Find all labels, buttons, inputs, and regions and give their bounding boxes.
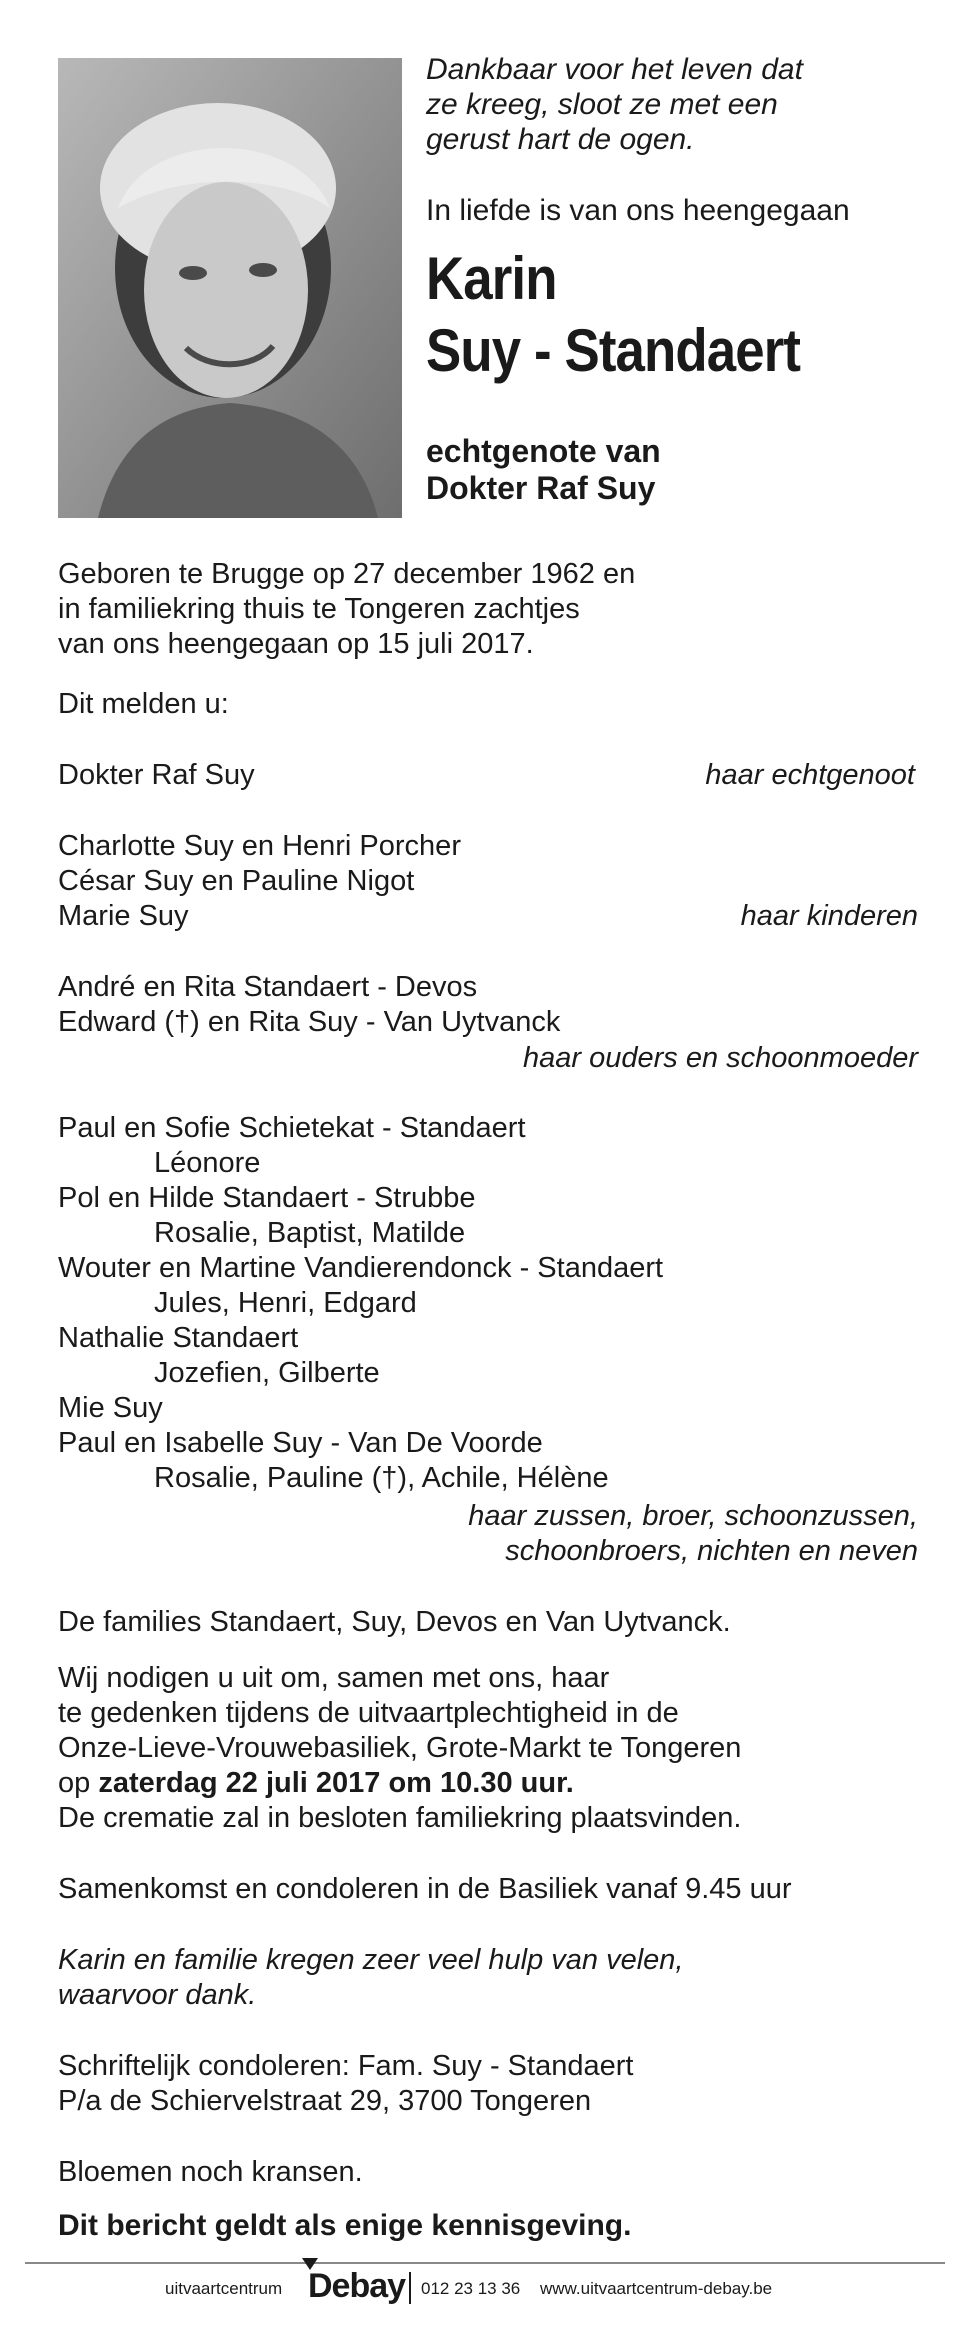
birth-line: in familiekring thuis te Tongeren zachtjes	[58, 593, 580, 625]
invite-line: te gedenken tijdens de uitvaartplechtigheid in de	[58, 1697, 679, 1729]
flowers-text: Bloemen noch kransen.	[58, 2156, 363, 2188]
ceremony-date: zaterdag 22 juli 2017 om 10.30 uur.	[98, 1767, 574, 1799]
sibling-line: Paul en Isabelle Suy - Van De Voorde	[58, 1427, 543, 1459]
quote-line: ze kreeg, sloot ze met een	[426, 88, 778, 121]
spouse-info	[426, 433, 661, 507]
footer-divider	[25, 2262, 945, 2264]
husband-name: Dokter Raf Suy	[58, 759, 255, 791]
families-text: De families Standaert, Suy, Devos en Van Uytvanck.	[58, 1606, 731, 1638]
deceased-name	[426, 243, 800, 387]
sibling-line: Mie Suy	[58, 1392, 163, 1424]
parents-relation: haar ouders en schoonmoeder	[523, 1042, 918, 1074]
sibling-line: Pol en Hilde Standaert - Strubbe	[58, 1182, 476, 1214]
birth-line: Geboren te Brugge op 27 december 1962 en	[58, 558, 636, 590]
invite-date-line	[58, 1766, 741, 1801]
footer-brand	[308, 2266, 405, 2306]
children-list	[58, 829, 461, 934]
intro-text: In liefde is van ons heengegaan	[426, 194, 850, 227]
parents-list	[58, 970, 560, 1040]
siblings-relation-line: haar zussen, broer, schoonzussen,	[468, 1500, 918, 1532]
invite-line: Wij nodigen u uit om, samen met ons, haar	[58, 1662, 610, 1694]
first-name: Karin	[426, 245, 557, 312]
condolence-address	[58, 2049, 633, 2119]
siblings-relation	[468, 1499, 918, 1569]
spouse-label: echtgenote van	[426, 433, 661, 469]
condolence-line: P/a de Schiervelstraat 29, 3700 Tongeren	[58, 2085, 592, 2117]
thanks-text	[58, 1943, 683, 2013]
cremation-text: De crematie zal in besloten familiekring plaatsvinden.	[58, 1802, 742, 1834]
husband-relation: haar echtgenoot	[705, 759, 915, 791]
invitation	[58, 1661, 741, 1836]
notice-text: Dit bericht geldt als enige kennisgeving.	[58, 2209, 632, 2242]
announce-text: Dit melden u:	[58, 688, 229, 720]
brand-mark-icon	[302, 2258, 318, 2270]
birth-line: van ons heengegaan op 15 juli 2017.	[58, 628, 534, 660]
quote	[426, 52, 926, 157]
footer-website[interactable]: www.uitvaartcentrum-debay.be	[540, 2279, 773, 2298]
last-name: Suy - Standaert	[426, 317, 801, 384]
sibling-children: Jules, Henri, Edgard	[154, 1287, 417, 1319]
sibling-line: Wouter en Martine Vandierendonck - Standaert	[58, 1252, 664, 1284]
spouse-name: Dokter Raf Suy	[426, 470, 656, 506]
date-prefix: op	[58, 1767, 99, 1799]
quote-line: gerust hart de ogen.	[426, 123, 695, 156]
thanks-line: Karin en familie kregen zeer veel hulp van velen,	[58, 1944, 684, 1976]
footer-label: uitvaartcentrum	[165, 2279, 283, 2298]
footer-separator	[409, 2272, 411, 2304]
birth-info	[58, 557, 635, 662]
gathering-text: Samenkomst en condoleren in de Basiliek vanaf 9.45 uur	[58, 1873, 792, 1905]
child-name: Marie Suy	[58, 900, 189, 932]
sibling-children: Rosalie, Baptist, Matilde	[154, 1217, 466, 1249]
quote-line: Dankbaar voor het leven dat	[426, 53, 803, 86]
parent-name: Edward (†) en Rita Suy - Van Uytvanck	[58, 1006, 561, 1038]
children-relation: haar kinderen	[740, 900, 918, 932]
sibling-line: Nathalie Standaert	[58, 1322, 299, 1354]
sibling-children: Rosalie, Pauline (†), Achile, Hélène	[154, 1462, 609, 1494]
brand-text: Debay	[308, 2267, 406, 2305]
child-name: Charlotte Suy en Henri Porcher	[58, 830, 461, 862]
thanks-line: waarvoor dank.	[58, 1979, 257, 2011]
siblings-relation-line: schoonbroers, nichten en neven	[505, 1535, 918, 1567]
invite-line: Onze-Lieve-Vrouwebasiliek, Grote-Markt te Tongeren	[58, 1732, 742, 1764]
condolence-line: Schriftelijk condoleren: Fam. Suy - Standaert	[58, 2050, 634, 2082]
portrait-photo	[58, 58, 402, 518]
sibling-line: Paul en Sofie Schietekat - Standaert	[58, 1112, 526, 1144]
footer-phone: 012 23 13 36	[421, 2279, 521, 2298]
sibling-children: Léonore	[154, 1147, 261, 1179]
siblings-list	[58, 1111, 663, 1496]
sibling-children: Jozefien, Gilberte	[154, 1357, 380, 1389]
child-name: César Suy en Pauline Nigot	[58, 865, 415, 897]
parent-name: André en Rita Standaert - Devos	[58, 971, 478, 1003]
